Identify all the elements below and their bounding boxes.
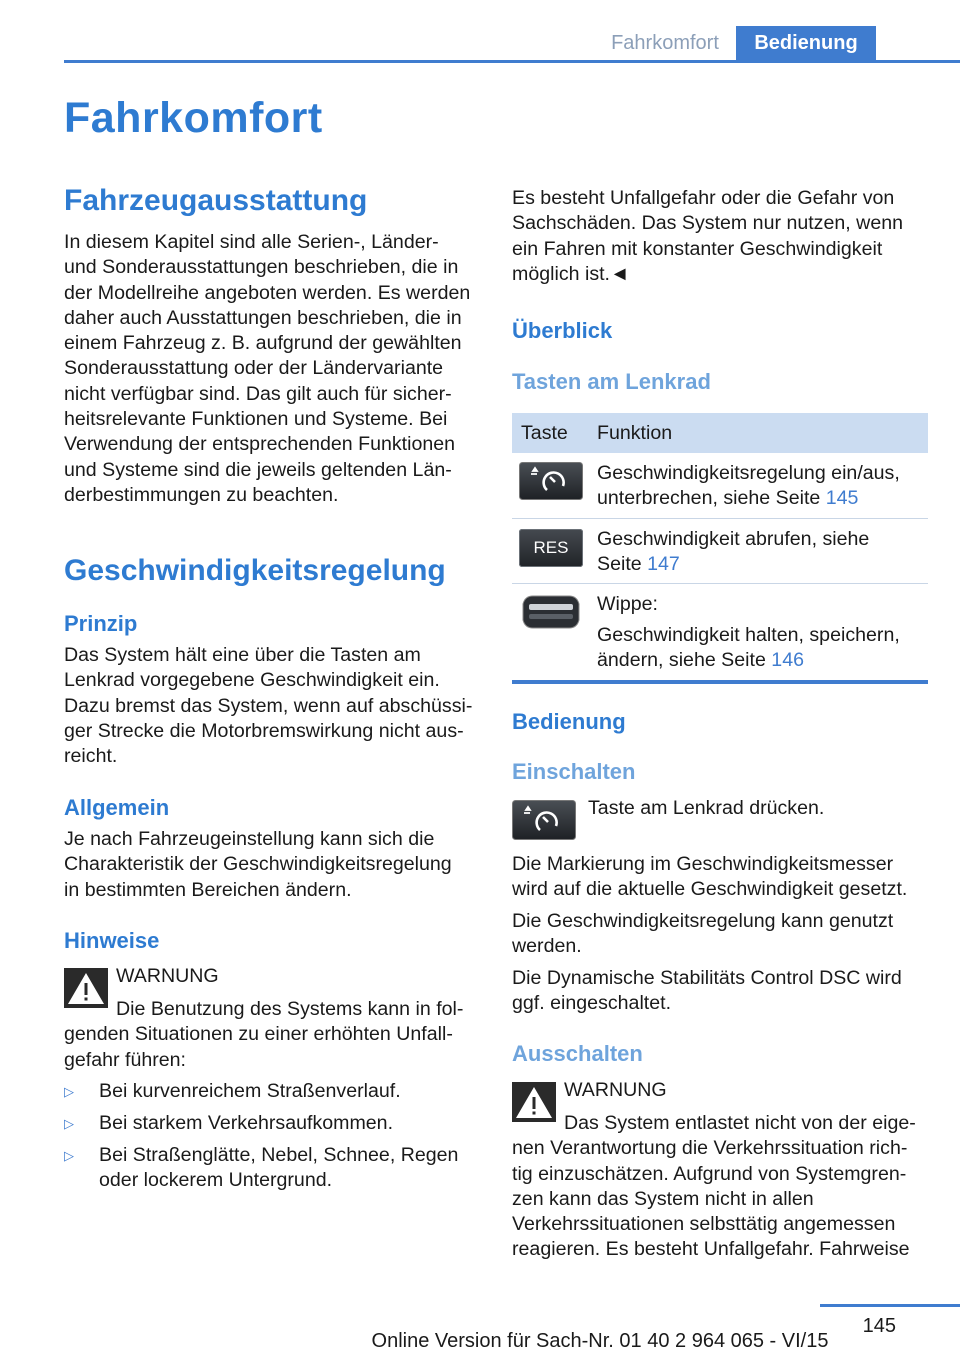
page-reference-link[interactable]: 147 <box>647 553 680 576</box>
online-version-note: Online Version für Sach-Nr. 01 40 2 964 065 - VI/15 <box>371 1330 829 1352</box>
heading-einschalten: Einschalten <box>512 759 636 784</box>
bullet-triangle-icon: ▷ <box>64 1148 74 1163</box>
text-line: unterbrechen, siehe Seite 145 <box>597 487 859 510</box>
text-line: nicht verfügbar sind. Das gilt auch für sicher- <box>64 382 452 405</box>
paragraph-nutzbar <box>512 909 928 960</box>
list-item-text <box>99 1143 484 1194</box>
text-line: Sonderausstattung oder der Ländervariante <box>64 357 444 380</box>
text-line: Die Dynamische Stabilitäts Control DSC wird <box>512 967 902 989</box>
text-line: Sachschäden. Das System nur nutzen, wenn <box>512 212 904 235</box>
row-function-label <box>597 592 927 617</box>
text-line: Die Geschwindigkeitsregelung kann genutzt <box>512 910 894 932</box>
text-line: Dazu bremst das System, wenn auf abschüssi- <box>64 694 473 717</box>
rocker-switch-icon <box>519 592 583 632</box>
bullet-triangle-icon: ▷ <box>64 1116 74 1131</box>
heading-ueberblick: Überblick <box>512 318 613 343</box>
row-function-text <box>597 461 927 512</box>
list-item <box>64 1111 484 1137</box>
cruise-control-icon <box>519 462 583 500</box>
heading-fahrzeugausstattung: Fahrzeugausstattung <box>64 184 368 217</box>
text-line: in bestimmten Bereichen ändern. <box>64 878 352 901</box>
page-reference-link[interactable]: 146 <box>771 649 804 672</box>
table-row <box>512 519 928 583</box>
text-line: Geschwindigkeitsregelung ein/aus, <box>597 462 900 484</box>
header-rule <box>64 60 960 63</box>
chapter-title: Fahrkomfort <box>64 94 323 142</box>
header-section-label: Fahrkomfort <box>611 32 719 54</box>
bullet-triangle-icon: ▷ <box>64 1084 74 1099</box>
text-line: ein Fahren mit konstanter Geschwindigkeit <box>512 237 883 260</box>
paragraph-allgemein <box>64 827 480 903</box>
text-line: tig einzuschätzen. Aufgrund von Systemgren- <box>512 1162 907 1185</box>
table-bottom-rule <box>512 680 928 684</box>
text-line: Die Benutzung des Systems kann in fol- <box>116 998 464 1020</box>
text-line: und Systeme sind die jeweils geltenden Län- <box>64 458 452 481</box>
list-item <box>64 1079 484 1105</box>
text-line: derbestimmungen zu beachten. <box>64 483 339 506</box>
text-line: der Modellreihe angeboten werden. Es werden <box>64 281 471 304</box>
heading-hinweise: Hinweise <box>64 928 160 953</box>
heading-bedienung: Bedienung <box>512 709 626 734</box>
paragraph-dsc <box>512 966 928 1017</box>
table-row <box>512 584 928 679</box>
warning-label: WARNUNG <box>116 965 219 987</box>
page-reference-link[interactable]: 145 <box>825 487 859 510</box>
text-line: reagieren. Es besteht Unfallgefahr. Fahrweise <box>512 1238 910 1261</box>
table-header <box>512 413 928 453</box>
heading-ausschalten: Ausschalten <box>512 1041 643 1066</box>
cruise-control-icon <box>512 800 576 840</box>
text-line: Verkehrssituationen selbsttätig angemessen <box>512 1213 896 1236</box>
text-line: Geschwindigkeit halten, speichern, <box>597 624 900 646</box>
text-line: Je nach Fahrzeugeinstellung kann sich die <box>64 828 435 850</box>
text-line: zen kann das System nicht in allen <box>512 1187 814 1210</box>
text-line: nen Verantwortung die Verkehrssituation rich- <box>512 1137 908 1160</box>
page-number: 145 <box>862 1315 896 1337</box>
footer-rule <box>820 1304 960 1307</box>
text-line: wird auf die aktuelle Geschwindigkeit gesetzt. <box>512 878 908 901</box>
list-item-text <box>99 1111 484 1136</box>
paragraph-markierung <box>512 852 928 903</box>
table-row <box>512 453 928 518</box>
text-line: ggf. eingeschaltet. <box>512 992 672 1015</box>
text-line: Verwendung der entsprechenden Funktionen <box>64 433 456 456</box>
list-item <box>64 1143 484 1195</box>
warning-label: WARNUNG <box>564 1079 667 1101</box>
text-line: Bei kurvenreichem Straßenverlauf. <box>99 1080 401 1102</box>
text-line: Das System hält eine über die Tasten am <box>64 644 421 666</box>
heading-geschwindigkeitsregelung: Geschwindigkeitsregelung <box>64 554 446 587</box>
text-line: reicht. <box>64 745 118 768</box>
paragraph-ausstattung <box>64 230 480 508</box>
text-line: und Sonderausstattungen beschrieben, die in <box>64 256 459 279</box>
text-line: Bei Straßenglätte, Nebel, Schnee, Regen <box>99 1144 459 1166</box>
text-line: heitsrelevante Funktionen und Systeme. Bei <box>64 408 448 431</box>
text-line: Die Markierung im Geschwindigkeitsmesser <box>512 853 894 875</box>
text-line: daher auch Ausstattungen beschrieben, die in <box>64 306 462 329</box>
header-active-section: Bedienung <box>736 26 876 62</box>
text-line: Geschwindigkeit abrufen, siehe <box>597 528 870 550</box>
text-line: Es besteht Unfallgefahr oder die Gefahr von <box>512 187 895 209</box>
row-function-text <box>597 527 927 578</box>
text-line: einem Fahrzeug z. B. aufgrund der gewählten <box>64 332 462 355</box>
text-line: In diesem Kapitel sind alle Serien-, Länder- <box>64 231 439 253</box>
text-line: ger Strecke die Motorbremswirkung nicht aus- <box>64 719 464 742</box>
einschalten-instruction: Taste am Lenkrad drücken. <box>588 797 825 819</box>
text-line: möglich ist.◄ <box>512 262 630 285</box>
text-line: genden Situationen zu einer erhöhten Unfall- <box>64 1023 453 1046</box>
list-item-text <box>99 1079 484 1104</box>
text-line: oder lockerem Untergrund. <box>99 1169 333 1192</box>
heading-prinzip: Prinzip <box>64 611 138 636</box>
column-header-taste: Taste <box>521 422 568 444</box>
heading-tasten-am-lenkrad: Tasten am Lenkrad <box>512 369 711 394</box>
paragraph-prinzip <box>64 643 480 769</box>
row-function-text <box>597 623 927 674</box>
column-header-funktion: Funktion <box>597 422 673 444</box>
text-line: Seite 147 <box>597 553 680 576</box>
text-line: Bei starkem Verkehrsaufkommen. <box>99 1112 394 1134</box>
text-line: ändern, siehe Seite 146 <box>597 649 804 672</box>
text-line: werden. <box>512 935 582 958</box>
warning-text <box>512 1111 942 1263</box>
text-line: Charakteristik der Geschwindigkeitsregelung <box>64 853 452 876</box>
res-button-icon: RES <box>519 529 583 567</box>
heading-allgemein: Allgemein <box>64 795 170 820</box>
text-line: gefahr führen: <box>64 1048 187 1071</box>
text-line: Lenkrad vorgegebene Geschwindigkeit ein. <box>64 669 440 692</box>
text-line: Das System entlastet nicht von der eige- <box>564 1112 916 1134</box>
warning-text <box>64 997 484 1073</box>
paragraph-unfallgefahr <box>512 186 928 287</box>
text-line: Wippe: <box>597 593 658 615</box>
